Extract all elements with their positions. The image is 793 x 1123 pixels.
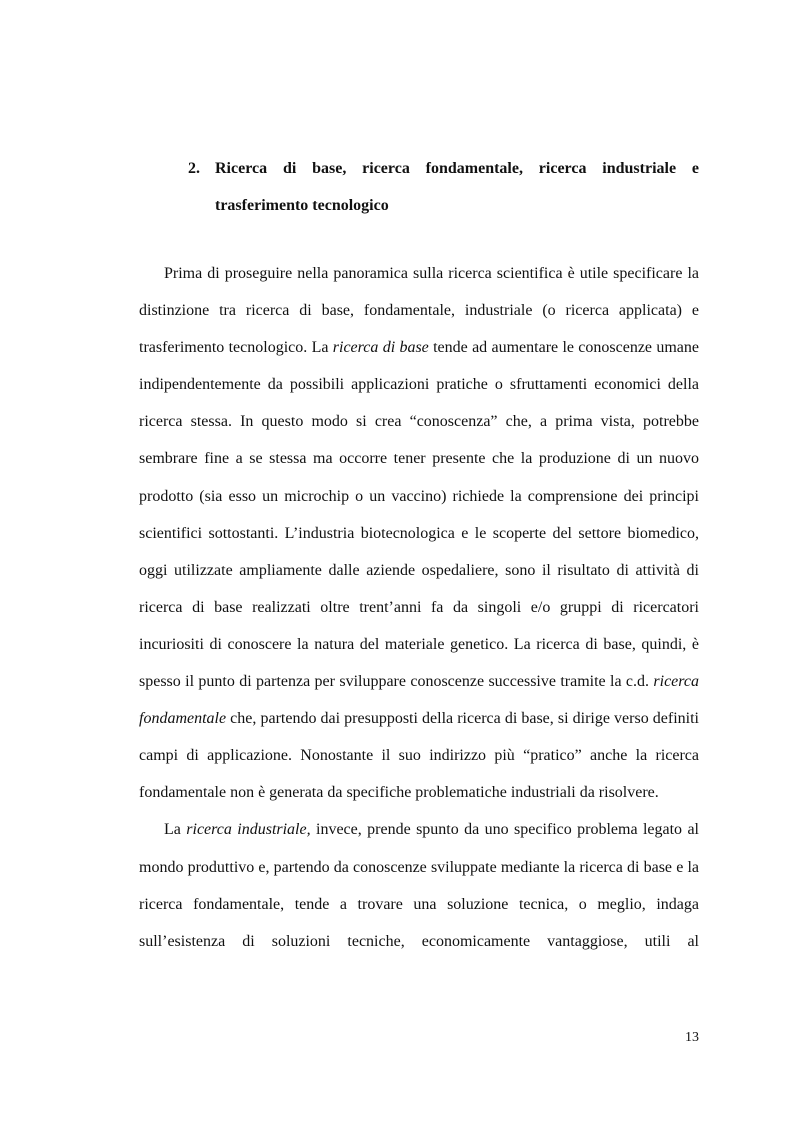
page-number: 13 [685, 1030, 699, 1045]
section-title: Ricerca di base, ricerca fondamentale, ricerca industriale e trasferimento tecnologico [215, 160, 699, 214]
italic-term: ricerca industriale, [186, 821, 311, 839]
text-run: La [164, 821, 187, 839]
text-run: tende ad aumentare le conoscenze umane indipendentemente da possibili applicazioni pratiche o sfruttamenti economici della ricerca stessa. In questo modo si crea “conoscenza” che, a prima vista, potrebbe sembrare fine a se stessa ma occorre tener presente che la produzione di un nuovo prodotto (sia esso un microchip o un vaccino) richiede la comprensione dei principi scientifici sottostanti. L’industria biotecnologica e le scoperte del settore biomedico, oggi utilizzate ampliamente dalle aziende ospedaliere, sono il risultato di attività di ricerca di base realizzati oltre trent’anni fa da singoli e/o gruppi di ricercatori incuriositi di conoscere la natura del materiale genetico. La ricerca di base, quindi, è spesso il punto di partenza per sviluppare conoscenze successive tramite la c.d. [139, 339, 700, 691]
body-text [139, 255, 699, 960]
italic-term: ricerca fondamentale [139, 673, 699, 728]
paragraph-2 [139, 811, 699, 959]
text-run: che, partendo dai presupposti della ricerca di base, si dirige verso definiti campi di applicazione. Nonostante il suo indirizzo più “pratico” anche la ricerca fondamentale non è generata da specifiche problematiche industriali da risolvere. [139, 710, 699, 802]
italic-term: ricerca di base [332, 339, 429, 357]
paragraph-1 [139, 255, 699, 811]
section-heading [188, 150, 699, 224]
section-number: 2. [188, 160, 200, 177]
text-run: invece, prende spunto da uno specifico problema legato al mondo produttivo e, partendo da conoscenze sviluppate mediante la ricerca di base e la ricerca fondamentale, tende a trovare una soluzione tecnica, o meglio, indaga sull’esistenza di soluzioni tecniche, economicamente vantaggiose, utili al [139, 821, 699, 950]
text-run: Prima di proseguire nella panoramica sulla ricerca scientifica è utile specificare la distinzione tra ricerca di base, fondamentale, industriale (o ricerca applicata) e trasferimento tecnologico. La [139, 265, 699, 357]
